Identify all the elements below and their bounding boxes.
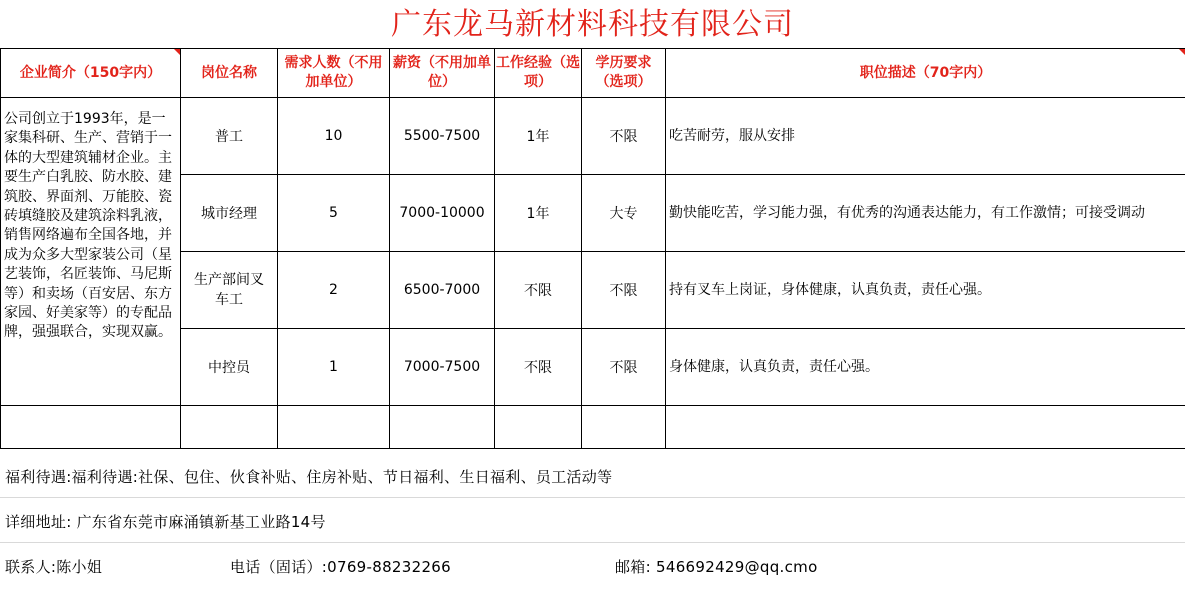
benefits-row bbox=[0, 453, 1185, 498]
header-position: 岗位名称 bbox=[181, 49, 278, 98]
job-salary: 5500-7500 bbox=[390, 98, 495, 175]
job-education: 不限 bbox=[582, 252, 666, 329]
job-experience: 1年 bbox=[495, 98, 582, 175]
contact-phone: 电话（固话）:0769-88232266 bbox=[230, 543, 451, 591]
header-row bbox=[1, 49, 1185, 98]
empty-cell bbox=[278, 406, 390, 449]
job-count: 10 bbox=[278, 98, 390, 175]
header-education: 学历要求（选项） bbox=[582, 49, 666, 98]
job-position: 城市经理 bbox=[181, 175, 278, 252]
company-intro: 公司创立于1993年，是一家集科研、生产、营销于一体的大型建筑辅材企业。主要生产白乳胶、防水胶、建筑胶、界面剂、万能胶、瓷砖填缝胶及建筑涂料乳液，销售网络遍布全国各地，并成为众多大型家装公司（星艺装饰，名匠装饰、马尼斯等）和卖场（百安居、东方家园、好美家等）的专配品牌，强强联合，实现双赢。 bbox=[1, 98, 181, 406]
benefits-text: 福利待遇:福利待遇:社保、包住、伙食补贴、住房补贴、节日福利、生日福利、员工活动等 bbox=[0, 468, 612, 486]
contact-person: 联系人:陈小姐 bbox=[5, 543, 102, 591]
job-description: 身体健康，认真负责，责任心强。 bbox=[666, 329, 1185, 406]
empty-cell bbox=[582, 406, 666, 449]
header-count: 需求人数（不用加单位） bbox=[278, 49, 390, 98]
header-experience: 工作经验（选项） bbox=[495, 49, 582, 98]
empty-cell bbox=[390, 406, 495, 449]
job-description: 持有叉车上岗证，身体健康，认真负责，责任心强。 bbox=[666, 252, 1185, 329]
contact-row bbox=[0, 543, 1185, 589]
job-experience: 1年 bbox=[495, 175, 582, 252]
table-row bbox=[1, 98, 1185, 175]
job-table bbox=[0, 48, 1185, 449]
job-salary: 7000-7500 bbox=[390, 329, 495, 406]
job-description: 勤快能吃苦，学习能力强，有优秀的沟通表达能力，有工作激情；可接受调动 bbox=[666, 175, 1185, 252]
empty-row bbox=[1, 406, 1185, 449]
header-description: 职位描述（70字内） bbox=[666, 49, 1185, 98]
empty-cell bbox=[1, 406, 181, 449]
job-count: 2 bbox=[278, 252, 390, 329]
address-row bbox=[0, 498, 1185, 543]
comment-marker bbox=[174, 49, 180, 55]
job-salary: 7000-10000 bbox=[390, 175, 495, 252]
empty-cell bbox=[495, 406, 582, 449]
job-position: 普工 bbox=[181, 98, 278, 175]
comment-marker bbox=[1179, 49, 1185, 55]
job-position: 中控员 bbox=[181, 329, 278, 406]
job-count: 1 bbox=[278, 329, 390, 406]
job-position: 生产部间叉车工 bbox=[181, 252, 278, 329]
company-title: 广东龙马新材料科技有限公司 bbox=[0, 0, 1185, 48]
job-experience: 不限 bbox=[495, 252, 582, 329]
job-education: 大专 bbox=[582, 175, 666, 252]
empty-cell bbox=[666, 406, 1185, 449]
job-count: 5 bbox=[278, 175, 390, 252]
job-salary: 6500-7000 bbox=[390, 252, 495, 329]
job-description: 吃苦耐劳，服从安排 bbox=[666, 98, 1185, 175]
job-education: 不限 bbox=[582, 329, 666, 406]
job-experience: 不限 bbox=[495, 329, 582, 406]
contact-email: 邮箱: 546692429@qq.cmo bbox=[615, 543, 818, 591]
address-text: 详细地址: 广东省东莞市麻涌镇新基工业路14号 bbox=[0, 513, 326, 531]
empty-cell bbox=[181, 406, 278, 449]
job-education: 不限 bbox=[582, 98, 666, 175]
header-intro: 企业简介（150字内） bbox=[1, 49, 181, 98]
header-salary: 薪资（不用加单位） bbox=[390, 49, 495, 98]
